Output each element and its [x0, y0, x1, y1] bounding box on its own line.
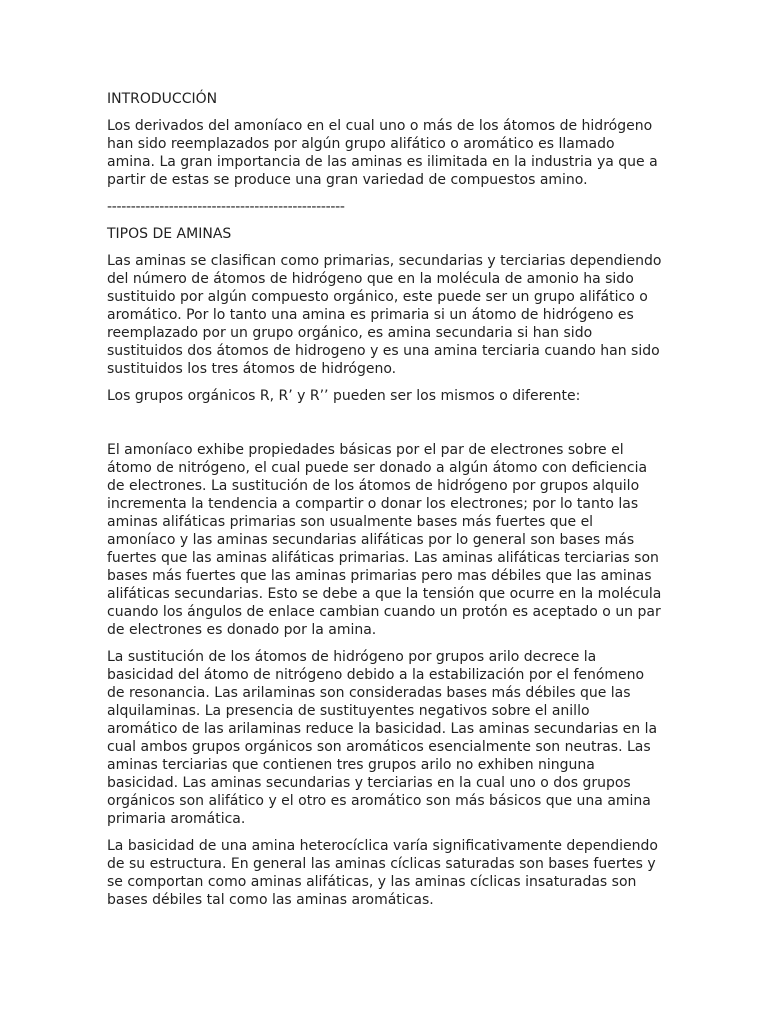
groups-paragraph: Los grupos orgánicos R, R’ y R’’ pueden ser los mismos o diferente:	[107, 388, 581, 404]
aryl-paragraph: La sustitución de los átomos de hidrógeno por grupos arilo decrece la basicidad del átomo de nitrógeno debido a la estabilización por el fenómeno de resonancia. Las arilaminas son consideradas bases más débiles que las alquilaminas. La presencia de sustituyentes negativos sobre el anillo aromático de las arilaminas reduce la basicidad. Las aminas secundarias en la cual ambos grupos orgánicos son aromáticos esencialmente son neutras. Las aminas terciarias que contienen tres grupos arilo no exhiben ninguna basicidad. Las aminas secundarias y terciarias en la cual uno o dos grupos orgánicos son alifático y el otro es aromático son más básicos que una amina primaria aromática.	[107, 649, 658, 827]
intro-heading: INTRODUCCIÓN	[107, 91, 218, 107]
types-heading: TIPOS DE AMINAS	[107, 226, 232, 242]
types-paragraph: Las aminas se clasifican como primarias, secundarias y terciarias dependiendo del número de átomos de hidrógeno que en la molécula de amonio ha sido sustituido por algún compuesto orgánico, este puede ser un grupo alifático o aromático. Por lo tanto una amina es primaria si un átomo de hidrógeno es reemplazado por un grupo orgánico, es amina secundaria si han sido sustituidos dos átomos de hidrogeno y es una amina terciaria cuando han sido sustituidos los tres átomos de hidrógeno.	[107, 253, 662, 377]
heterocyclic-paragraph: La basicidad de una amina heterocíclica varía significativamente dependiendo de su estructura. En general las aminas cíclicas saturadas son bases fuertes y se comportan como aminas alifáticas, y las aminas cíclicas insaturadas son bases débiles tal como las aminas aromáticas.	[107, 838, 658, 908]
section-separator: --------------------------------------------------	[107, 199, 345, 215]
basicity-paragraph: El amoníaco exhibe propiedades básicas por el par de electrones sobre el átomo de nitrógeno, el cual puede ser donado a algún átomo con deficiencia de electrones. La sustitución de los átomos de hidrógeno por grupos alquilo incrementa la tendencia a compartir o donar los electrones; por lo tanto las aminas alifáticas primarias son usualmente bases más fuertes que el amoníaco y las aminas secundarias alifáticas por lo general son bases más fuertes que las aminas alifáticas primarias. Las aminas alifáticas terciarias son bases más fuertes que las aminas primarias pero mas débiles que las aminas alifáticas secundarias. Esto se debe a que la tensión que ocurre en la molécula cuando los ángulos de enlace cambian cuando un protón es aceptado o un par de electrones es donado por la amina.	[107, 442, 662, 638]
document-body	[107, 90, 663, 918]
intro-paragraph: Los derivados del amoníaco en el cual uno o más de los átomos de hidrógeno han sido reemplazados por algún grupo alifático o aromático es llamado amina. La gran importancia de las aminas es ilimitada en la industria ya que a partir de estas se produce una gran variedad de compuestos amino.	[107, 118, 658, 188]
blank-space	[107, 414, 663, 441]
